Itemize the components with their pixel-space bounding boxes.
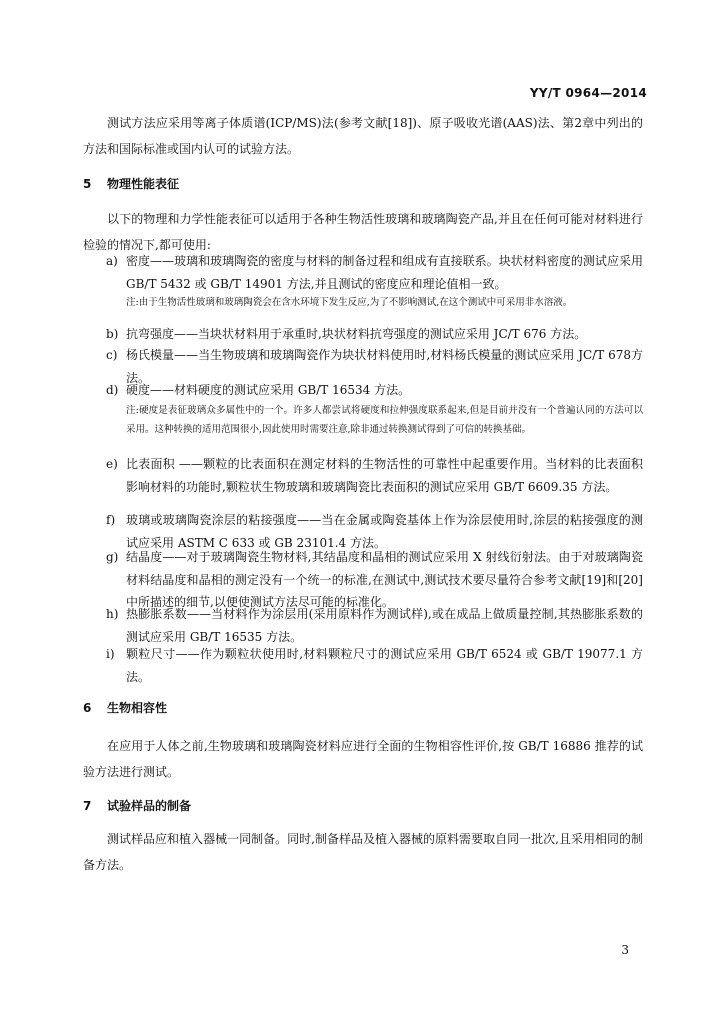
section-number: 6 — [83, 701, 92, 715]
intro-paragraph: 测试方法应采用等离子体质谱(ICP/MS)法(参考文献[18])、原子吸收光谱(AAS)法、第2章中列出的方法和国际标准或国内认可的试验方法。 — [83, 116, 643, 156]
section-title: 试验样品的制备 — [107, 799, 192, 813]
item-text: 结晶度——对于玻璃陶瓷生物材料,其结晶度和晶相的测试应采用 X 射线衍射法。由于对玻璃陶瓷材料结晶度和晶相的测定没有一个统一的标准,在测试中,测试技术要尽量符合参考文献[19]和[20]中所描述的细节,以便使测试方法尽可能的标准化。 — [126, 550, 643, 609]
item-label: h) — [106, 607, 119, 621]
standard-code: YY/T 0964—2014 — [529, 86, 647, 100]
item-text: 杨氏模量——当生物玻璃和玻璃陶瓷作为块状材料使用时,材料杨氏模量的测试应采用 JC/T 678方法。 — [126, 348, 643, 385]
item-text: 抗弯强度——当块状材料用于承重时,块状材料抗弯强度的测试应采用 JC/T 676 方法。 — [126, 327, 587, 341]
section-title: 物理性能表征 — [107, 177, 180, 191]
item-label: a) — [106, 254, 118, 268]
list-item-h — [106, 603, 643, 648]
section-7-text: 测试样品应和植入器械一同制备。同时,制备样品及植入器械的原料需要取自同一批次,且采用相同的制备方法。 — [83, 832, 643, 872]
section-6-text: 在应用于人体之前,生物玻璃和玻璃陶瓷材料应进行全面的生物相容性评价,按 GB/T 16886 推荐的试验方法进行测试。 — [83, 739, 643, 779]
list-item-a — [106, 250, 643, 295]
section-5-heading — [83, 175, 179, 192]
item-label: i) — [106, 647, 115, 661]
list-item-b — [106, 323, 643, 346]
item-label: b) — [106, 327, 119, 341]
item-text: 硬度——材料硬度的测试应采用 GB/T 16534 方法。 — [126, 383, 411, 397]
list-item-i — [106, 643, 643, 688]
item-text: 颗粒尺寸——作为颗粒状使用时,材料颗粒尺寸的测试应采用 GB/T 6524 或 GB/T 19077.1 方法。 — [126, 647, 643, 684]
list-item-e — [106, 453, 643, 498]
item-text: 比表面积 ——颗粒的比表面积在测定材料的生物活性的可靠性中起重要作用。当材料的比表面积影响材料的功能时,颗粒状生物玻璃和玻璃陶瓷比表面积的测试应采用 GB/T 6609.35 方法。 — [126, 457, 643, 494]
item-text: 密度——玻璃和玻璃陶瓷的密度与材料的制备过程和组成有直接联系。块状材料密度的测试应采用 GB/T 5432 或 GB/T 14901 方法,并且测试的密度应和理论值相一致。 — [126, 254, 643, 291]
item-label: d) — [106, 383, 119, 397]
section-number: 5 — [83, 177, 92, 191]
item-label: e) — [106, 457, 118, 471]
section-5-intro: 以下的物理和力学性能表征可以适用于各种生物活性玻璃和玻璃陶瓷产品,并且在任何可能对材料进行检验的情况下,都可使用: — [83, 212, 643, 252]
page-number: 3 — [621, 943, 629, 957]
section-number: 7 — [83, 799, 92, 813]
item-label: g) — [106, 550, 119, 564]
section-7-heading — [83, 797, 191, 814]
item-text: 热膨胀系数——当材料作为涂层用(采用原料作为测试样),或在成品上做质量控制,其热膨胀系数的测试应采用 GB/T 16535 方法。 — [126, 607, 643, 644]
note-density: 注:由于生物活性玻璃和玻璃陶瓷会在含水环境下发生反应,为了不影响测试,在这个测试中可采用非水溶液。 — [126, 297, 573, 308]
note-hardness: 注:硬度是表征玻璃众多属性中的一个。许多人都尝试将硬度和拉伸强度联系起来,但是目前并没有一个普遍认同的方法可以采用。这种转换的适用范围很小,因此使用时需要注意,除非通过转换测试得到了可信的转换基础。 — [126, 405, 643, 435]
list-item-d — [106, 379, 643, 402]
item-text: 玻璃或玻璃陶瓷涂层的粘接强度——当在金属或陶瓷基体上作为涂层使用时,涂层的粘接强度的测试应采用 ASTM C 633 或 GB 23101.4 方法。 — [126, 513, 643, 550]
section-title: 生物相容性 — [107, 701, 168, 715]
item-label: c) — [106, 348, 118, 362]
item-label: f) — [106, 513, 116, 527]
section-6-heading — [83, 699, 167, 716]
